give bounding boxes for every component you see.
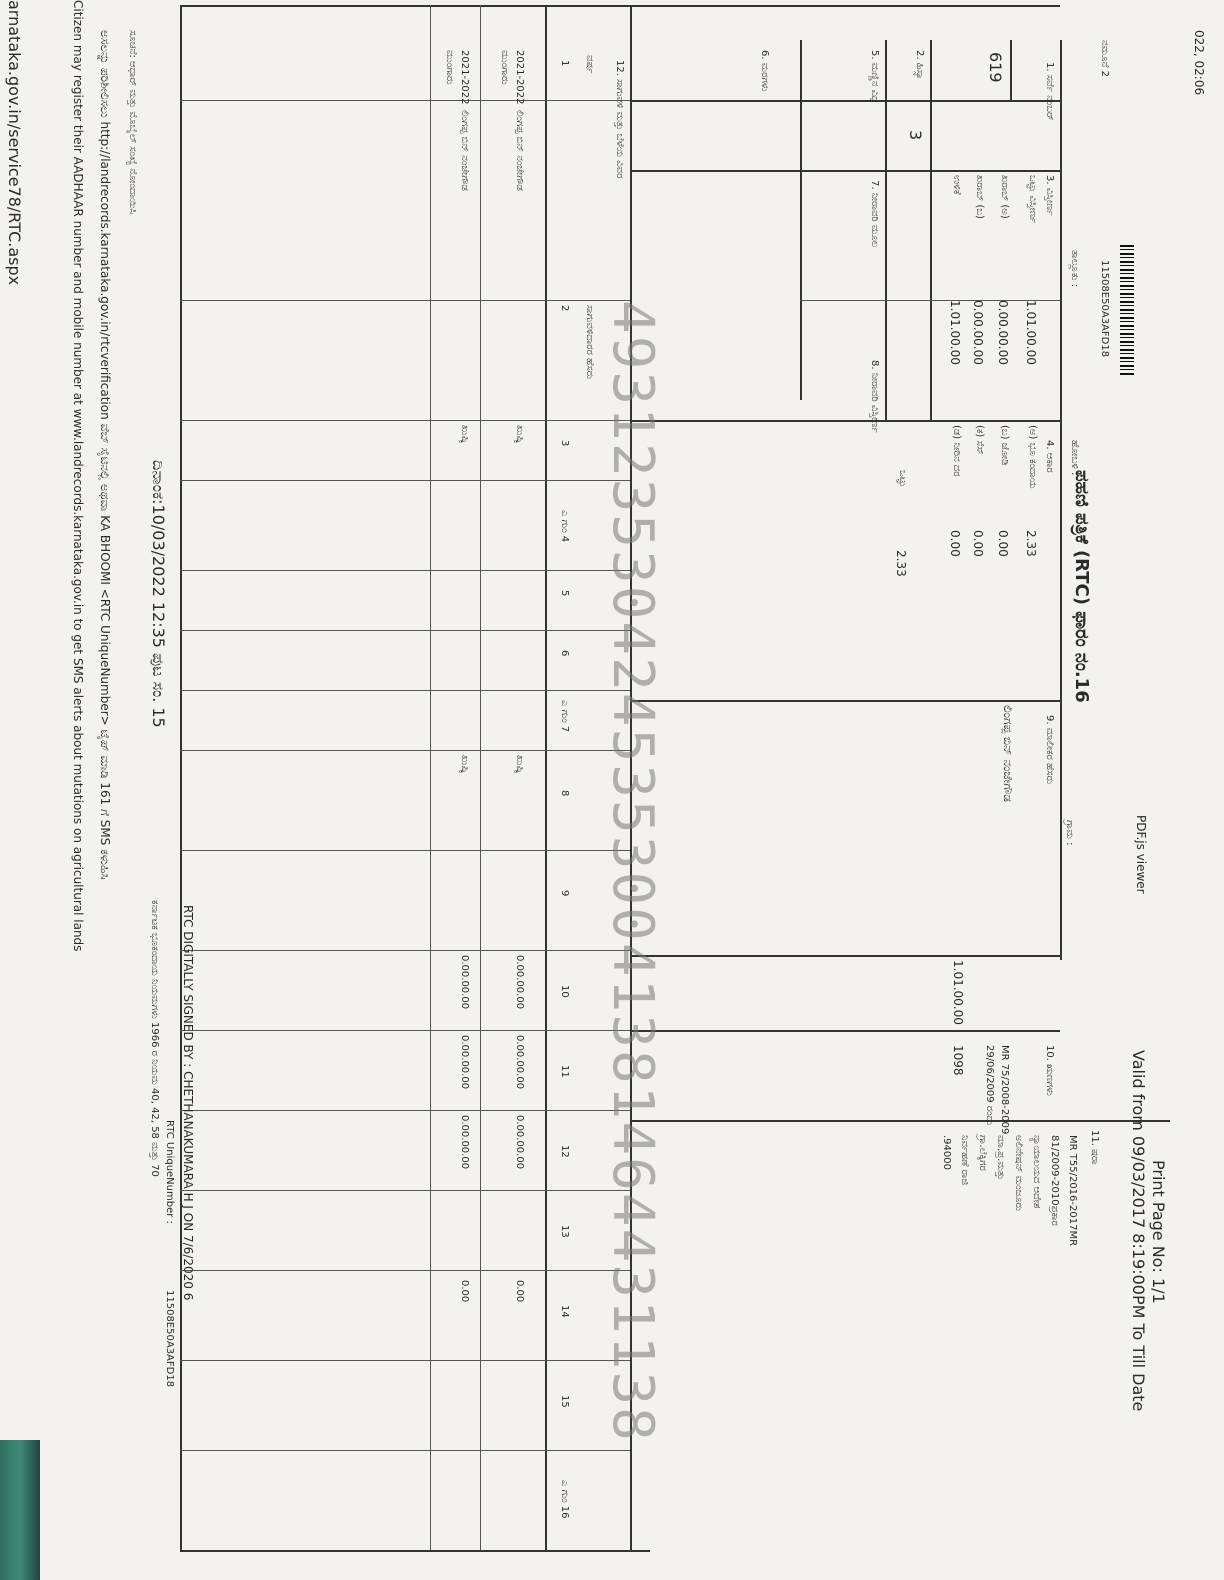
crop-col-12 [180, 1110, 630, 1111]
crop-col-10 [180, 950, 630, 951]
viewer-title: PDF.js viewer [1134, 815, 1148, 894]
crop-col-11 [180, 1030, 630, 1031]
hissa-value: 3 [906, 130, 925, 141]
row-line-hissa [930, 40, 932, 420]
remarks-line-5: ಗ್ರಾ.ಲೆಕ್ಕಿಗರ [977, 1135, 988, 1171]
col-line-d [630, 420, 1060, 422]
owner-area: 1.01.00.00 [951, 960, 965, 1025]
crop-row-1-c14: 0.00 [459, 1280, 470, 1303]
citizen-line: Citizen may register their AADHAAR number and mobile number at www.landrecords.karnataka.gov.in to get SMS alerts about mutations on agricultural lands [71, 0, 85, 952]
col-header-13: 13 [559, 1225, 570, 1238]
crop-row-1-name: ಲಿಂಗಪ್ಪ ಬಿನ್ ನಂಜೇಗೌಡ [459, 110, 470, 191]
irrigation-label: 7. ನೀರಾವರಿ ಮೂಲ [869, 180, 880, 248]
signed-by: RTC DIGITALLY SIGNED BY : CHETHANAKUMARA H J ON 7/6/2020 6 [181, 905, 195, 1301]
crop-row-1-c12: 0.00.00.00 [459, 1115, 470, 1170]
bottom-note: ಸೂಚನೆ: ಆಧಾರ್ ಮತ್ತು ಮೊಬೈಲ್ ಸಂಖ್ಯೆ ನೋಂದಾಯಿಸಿ [127, 30, 138, 215]
col-header-11: 11 [559, 1065, 570, 1078]
col-line-h [630, 1120, 1170, 1122]
valid-from-text: Valid from 09/03/2017 8:19:00PM To Till Date [1129, 1050, 1148, 1412]
col-header-6: 6 [559, 650, 570, 657]
crop-col-16 [180, 1450, 630, 1451]
col-owner-label: ಸಾಗುವಳಿದಾರರ ಹೆಸರು [584, 305, 595, 380]
area-label: 3. ವಿಸ್ತೀರ್ಣ [1044, 175, 1055, 216]
area-row-3-label: ಉಳಿಕೆ [951, 175, 962, 195]
assessment-row-3-value: 0.00 [948, 530, 962, 557]
crop-col-1 [180, 100, 630, 101]
barcode-text: 11508E50A3AFD18 [1099, 260, 1110, 358]
assessment-row-2-value: 0.00 [971, 530, 985, 557]
crop-col-13 [180, 1190, 630, 1191]
time-stamp: 022, 02:06 [1192, 30, 1206, 96]
col-header-3: 3 [559, 440, 570, 447]
barcode-image [1120, 245, 1134, 375]
col-header-12: 12 [559, 1145, 570, 1158]
row-line-land-type [885, 40, 887, 420]
crop-row-0-c12: 0.00.00.00 [514, 1115, 525, 1170]
crop-col-2 [180, 300, 630, 301]
remarks-label: 11. ಷರಾ [1089, 1130, 1100, 1165]
date-stamp: ದಿನಾಂಕ:10/03/2022 12:35 ಪುಟ ಸಂ. 15 [149, 460, 168, 728]
remarks-line-7: .94000 [941, 1135, 952, 1170]
crop-col-7 [180, 690, 630, 691]
col-header-7: ಎ ಗುಂ 7 [559, 700, 570, 733]
verification-line: ಅಸಲನ್ನು ಪರಿಶೀಲಿಸಲು http://landrecords.karnataka.gov.in/rtcverification ವೆಬ್ ಸೈಟಿನಲ್ಲಿ ಅಥವಾ KA BHOOMI <RTC UniqueNumber> ಟೈಪ್ ಮಾಡಿ 161 ಗೆ SMS ಕಳುಹಿಸಿ [98, 30, 112, 880]
irrigated-area-label: 8. ನೀರಾವರಿ ವಿಸ್ತೀರ್ಣ [869, 360, 880, 433]
village-label: ಗ್ರಾಮ : [1064, 820, 1075, 846]
table-border-right [1060, 40, 1062, 960]
remarks-line-4: ಮಾ.ಪ್ರ.ಮತ್ತು [995, 1135, 1006, 1181]
col-line-a [630, 100, 1060, 102]
owner-name: ಲಿಂಗಪ್ಪ ಬಿನ್ ನಂಜೇಗೌಡ [1001, 705, 1015, 802]
remarks-line-3: ಅಲಿನೇಷನ್ ಮಂಜೂರು [1013, 1135, 1024, 1212]
col-header-5: 5 [559, 590, 570, 597]
unique-number-label: RTC UniqueNumber : [164, 1120, 175, 1224]
assessment-row-1-value: 0.00 [996, 530, 1010, 557]
tree-label: 6. ಮರಗಳು [759, 50, 770, 92]
crop-col-3 [180, 420, 630, 421]
crop-col-8 [180, 750, 630, 751]
crop-row-0-c14: 0.00 [514, 1280, 525, 1303]
print-page-number: Print Page No: 1/1 [1149, 1160, 1168, 1304]
col-header-1: 1 [559, 60, 570, 67]
crop-row-1-type: ಖುಷ್ಕಿ [459, 755, 470, 774]
col-header-9: 9 [559, 890, 570, 897]
col-header-2: 2 [559, 305, 570, 312]
assessment-total-label: ಒಟ್ಟು [897, 470, 908, 488]
crop-col-14 [180, 1270, 630, 1271]
col-line-b [630, 170, 1060, 172]
crop-row-0-c11: 0.00.00.00 [514, 1035, 525, 1090]
row-line-crop-2 [430, 5, 431, 1550]
unique-number: 11508E50A3AFD18 [164, 1290, 175, 1388]
area-row-1-value: 0.00.00.00 [996, 300, 1010, 365]
assessment-label: 4. ಆಕಾರ [1044, 440, 1055, 473]
owner-section-label: 9. ಮಾಲೀಕರ ಹೆಸರು [1044, 715, 1055, 785]
crop-row-1-c11: 0.00.00.00 [459, 1035, 470, 1090]
col-line-e [630, 700, 1060, 702]
remarks-line-0: MR T55/2016-2017MR [1067, 1135, 1078, 1247]
crop-col-4 [180, 480, 630, 481]
area-row-1-label: ಖರಾಬ್ (ಅ) [999, 175, 1010, 219]
crop-row-1-year: 2021-2022 [459, 50, 470, 105]
area-row-0-label: ಒಟ್ಟು ವಿಸ್ತೀರ್ಣ [1027, 175, 1038, 224]
act-note: ಕರ್ನಾಟಕ ಭೂಕಂದಾಯ ನಿಯಮಗಳು 1966 ರ ನಿಯಮ 40, 42, 58 ಮತ್ತು 70 [149, 900, 160, 1177]
col-line-f [630, 955, 1060, 957]
assessment-row-1-label: (ಬ) ಜೋಡಿ [999, 425, 1010, 466]
survey-no-label: 1. ಸರ್ವೆ ನಂಬರ್ [1044, 62, 1055, 121]
survey-no-value: 619 [986, 52, 1005, 83]
col-header-4: ಎ ಗುಂ 4 [559, 510, 570, 543]
rights-label: 10. ಋಣಗಳು [1044, 1045, 1055, 1096]
crop-col-5 [180, 570, 630, 571]
remarks-line-2: ನ್ಯಾಯಾಲಯದ ಆದೇಶ [1031, 1135, 1042, 1209]
row-line-trees [800, 40, 802, 400]
assessment-row-0-label: (ಅ) ಭೂ ಕಂದಾಯ [1027, 425, 1038, 489]
assessment-total-value: 2.33 [894, 550, 908, 577]
col-header-14: 14 [559, 1305, 570, 1318]
row-line-col-headers [545, 5, 547, 1550]
crop-row-0-name: ಲಿಂಗಪ್ಪ ಬಿನ್ ನಂಜೇಗೌಡ [514, 110, 525, 191]
owner-mr-number: 1098 [951, 1045, 965, 1076]
watermark-number: 49312353042453530041381464431138 [600, 300, 665, 1443]
remarks-line-6: ನಿರ್ವಹಣೆ ರಾಜಿ [959, 1135, 970, 1186]
screen-edge [0, 1440, 40, 1580]
col-year-label: ವರ್ಷ [584, 55, 595, 74]
land-type-label: 5. ಮಣ್ಣಿನ ವಿಧ [869, 50, 880, 103]
crop-section-label: 12. ಸಾಗುವಳಿ ಮತ್ತು ಬೆಳೆಯ ವಿವರ [614, 60, 625, 179]
area-row-2-value: 0.00.00.00 [971, 300, 985, 365]
crop-col-15 [180, 1360, 630, 1361]
table-border-top [180, 5, 1060, 7]
hissa-label: 2. ಹಿಸ್ಸಾ [914, 50, 925, 80]
col-line-c [800, 300, 1060, 301]
assessment-row-3-label: (ಡ) ನೀರಿನ ದರ [951, 425, 962, 477]
document-title: ಪಹಣಿ ಪತ್ರಿಕೆ (RTC) ಫಾರಂ ನಂ.16 [1071, 470, 1092, 703]
table-border-bottom [180, 1550, 650, 1552]
assessment-row-0-value: 2.33 [1024, 530, 1038, 557]
assessment-row-2-label: (ಕ) ಸೆಸ್ [974, 425, 985, 455]
crop-col-9 [180, 850, 630, 851]
col-header-10: 10 [559, 985, 570, 998]
crop-row-0-land: ಖುಷ್ಕಿ [514, 425, 525, 444]
crop-row-1-land: ಖುಷ್ಕಿ [459, 425, 470, 444]
col-header-16: ಎ ಗುಂ 16 [559, 1480, 570, 1519]
crop-row-1-c10: 0.00.00.00 [459, 955, 470, 1010]
crop-row-0-year: 2021-2022 [514, 50, 525, 105]
area-row-3-value: 1.01.00.00 [948, 300, 962, 365]
table-border-left [180, 5, 182, 1550]
row-line-crop-1 [480, 5, 481, 1550]
mr-date: 29/06/2009 ರಂದು [984, 1045, 995, 1126]
crop-row-0-season: ಮುಂಗಾರು [499, 50, 510, 85]
area-row-2-label: ಖರಾಬ್ (ಬ) [974, 175, 985, 219]
crop-row-0-c10: 0.00.00.00 [514, 955, 525, 1010]
area-row-0-value: 1.01.00.00 [1024, 300, 1038, 365]
form-number: ನಮೂನೆ 2 [1099, 40, 1110, 77]
taluk-label: ತಾಲ್ಲೂಕು : [1069, 250, 1080, 288]
url-footer[interactable]: arnataka.gov.in/service78/RTC.aspx [5, 0, 24, 286]
col-header-8: 8 [559, 790, 570, 797]
crop-row-1-season: ಮುಂಗಾರು [444, 50, 455, 85]
hobli-label: ಹೋಬಳಿ : [1069, 440, 1080, 476]
mr-entry: MR 75/2008-2009 [999, 1045, 1010, 1135]
row-line-survey [1010, 40, 1012, 100]
remarks-line-1: 81/2009-2010ಪ್ರಕಾರ [1049, 1135, 1060, 1226]
crop-col-6 [180, 630, 630, 631]
crop-row-0-type: ಖುಷ್ಕಿ [514, 755, 525, 774]
col-line-g [630, 1030, 1060, 1032]
col-header-15: 15 [559, 1395, 570, 1408]
